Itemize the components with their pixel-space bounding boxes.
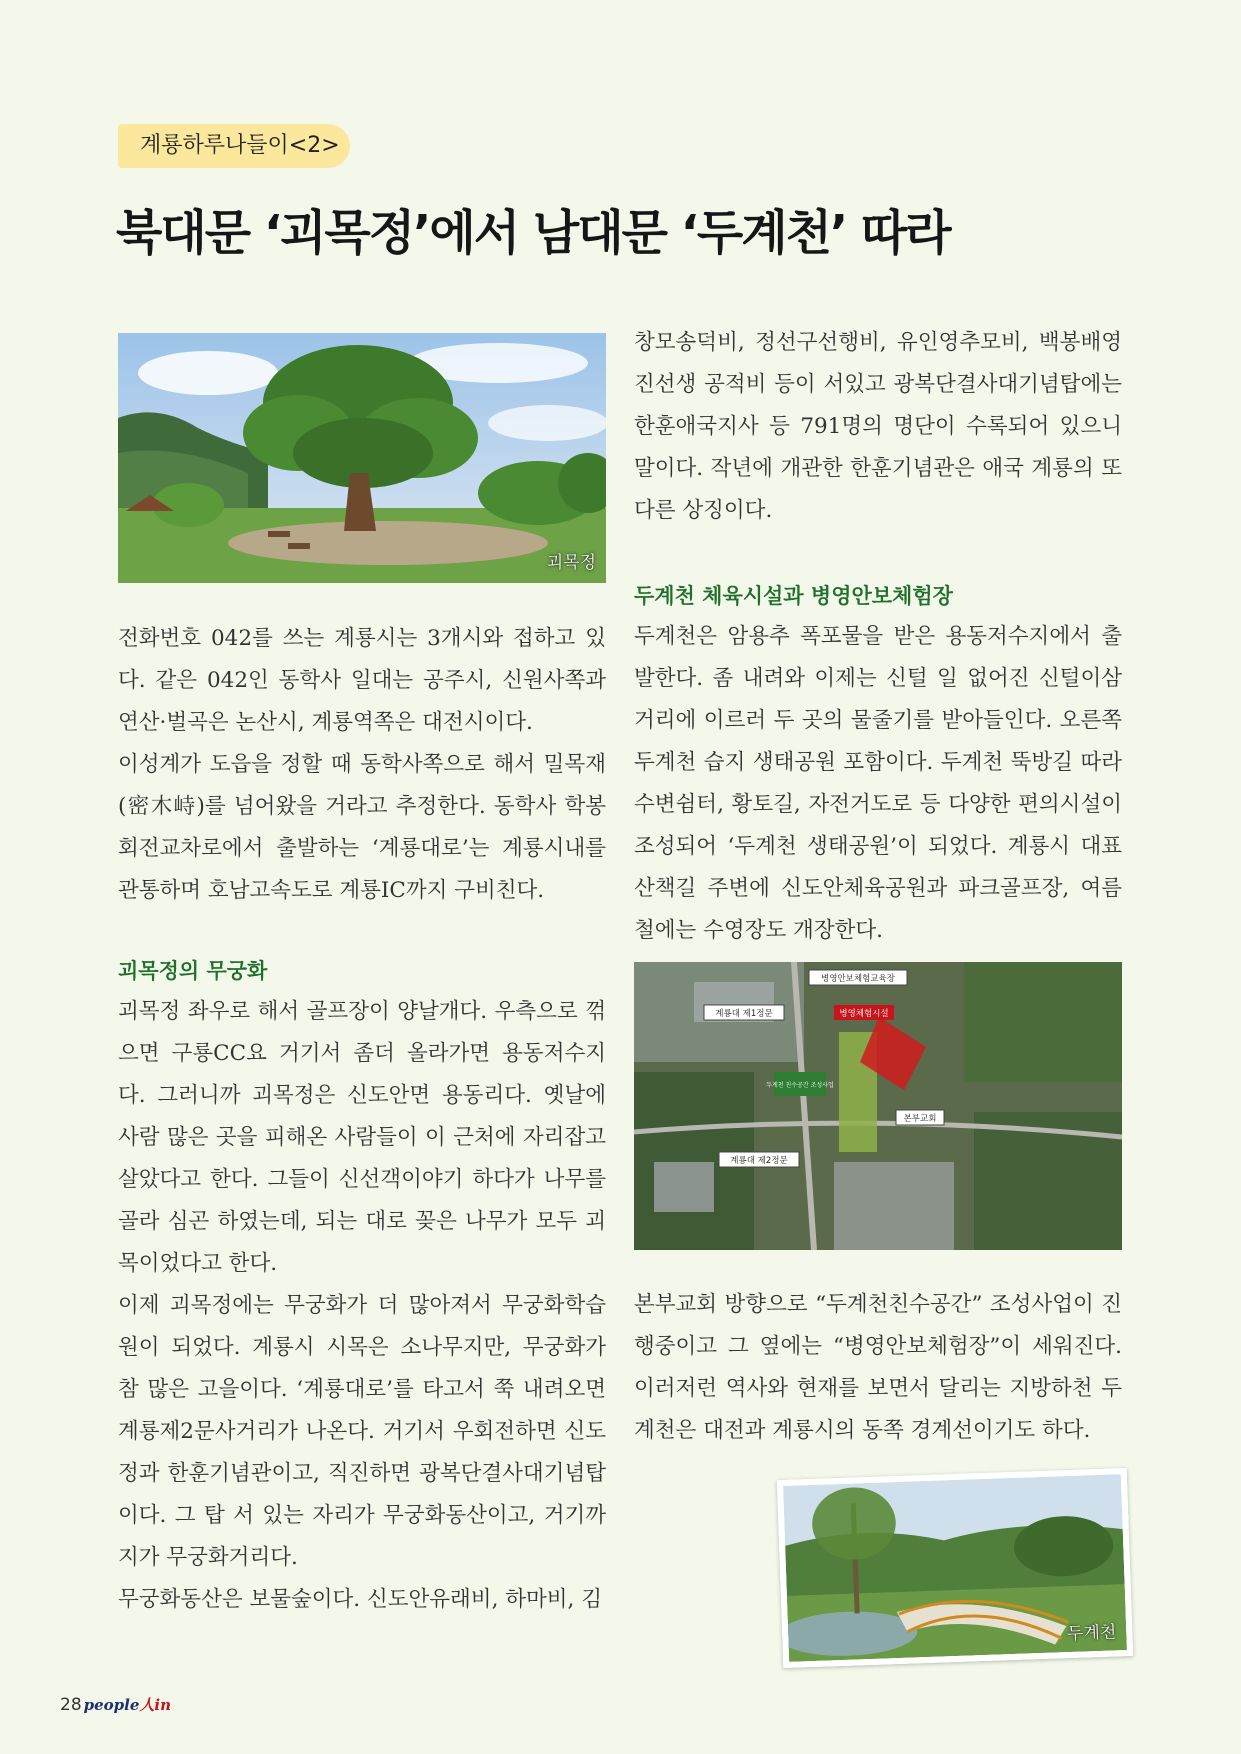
left-column <box>118 618 606 912</box>
goemokjeong-tree-photo <box>118 333 606 583</box>
series-tag: 계룡하루나들이<2> <box>118 124 350 168</box>
right-column <box>634 322 1122 532</box>
page-title: 북대문 ‘괴목정’에서 남대문 ‘두계천’ 따라 <box>116 205 950 261</box>
paragraph: 전화번호 042를 쓰는 계룡시는 3개시와 접하고 있다. 같은 042인 동학사 일대는 공주시, 신원사쪽과 연산·벌곡은 논산시, 계룡역쪽은 대전시이다. <box>118 626 606 735</box>
map-label-education-center: 병영안보체험교육장 <box>821 974 895 984</box>
page-number: 28 <box>60 1695 82 1715</box>
paragraph: 본부교회 방향으로 “두계천친수공간” 조성사업이 진행중이고 그 옆에는 “병영안보체험장”이 세워진다. 이러저런 역사와 현재를 보면서 달리는 지방하천 두계천은 대전과 계룡시의 동쪽 경계선이기도 하다. <box>634 1292 1122 1443</box>
paragraph: 무궁화동산은 보물숲이다. 신도안유래비, 하마비, 김 <box>118 1587 602 1612</box>
page-footer <box>60 1694 171 1715</box>
tree-photo-caption: 괴목정 <box>546 553 596 573</box>
magazine-logo <box>84 1694 171 1715</box>
paragraph: 이제 괴목정에는 무궁화가 더 많아져서 무궁화학습원이 되었다. 계룡시 시목은 소나무지만, 무궁화가 참 많은 고을이다. ‘계룡대로’를 타고서 쭉 내려오면 계룡제2문사거리가 나온다. 거기서 우회전하면 신도정과 한훈기념관이고, 직진하면 광복단결사대기념탑이다. 그 탑 서 있는 자리가 무궁화동산이고, 거기까지가 무궁화거리다. <box>118 1293 606 1570</box>
map-label-church: 본부교회 <box>903 1114 937 1124</box>
tree-illustration <box>118 333 606 583</box>
dugyecheon-stream-photo <box>777 1468 1133 1668</box>
paragraph: 두계천은 암용추 폭포물을 받은 용동저수지에서 출발한다. 좀 내려와 이제는 신털 일 없어진 신털이삼거리에 이르러 두 곳의 물줄기를 받아들인다. 오른쪽 두계천 습지 생태공원 포함이다. 두계천 뚝방길 따라 수변쉼터, 황토길, 자전거도로 등 다양한 편의시설이 조성되어 ‘두계천 생태공원’이 되었다. 계룡시 대표 산책길 주변에 신도안체육공원과 파크골프장, 여름철에는 수영장도 개장한다. <box>634 624 1122 943</box>
paragraph: 이성계가 도읍을 정할 때 동학사쪽으로 해서 밀목재(密木峙)를 넘어왔을 거라고 추정한다. 동학사 학봉회전교차로에서 출발하는 ‘계룡대로’는 계룡시내를 관통하며 호남고속도로 계룡IC까지 구비친다. <box>118 752 606 903</box>
brand-main: people <box>83 1696 140 1714</box>
map-label-facility: 병영체험시설 <box>839 1009 889 1019</box>
right-column-section <box>634 576 1122 952</box>
map-label-park: 두계천 친수공간 조성사업 <box>766 1082 834 1089</box>
paragraph: 괴목정 좌우로 해서 골프장이 양날개다. 우측으로 꺾으면 구룡CC요 거기서 좀더 올라가면 용동저수지다. 그러니까 괴목정은 신도안면 용동리다. 옛날에 사람 많은 곳을 피해온 사람들이 이 근처에 자리잡고 살았다고 한다. 그들이 신선객이야기 하다가 나무를 골라 심곤 하였는데, 되는 대로 꽂은 나무가 모두 괴목이었다고 한다. <box>118 999 606 1276</box>
left-column-section <box>118 951 606 1621</box>
paragraph: 창모송덕비, 정선구선행비, 유인영추모비, 백봉배영진선생 공적비 등이 서있고 광복단결사대기념탑에는 한훈애국지사 등 791명의 명단이 수록되어 있으니 말이다. 작년에 개관한 한훈기념관은 애국 계룡의 또다른 상징이다. <box>634 330 1122 523</box>
section-heading: 두계천 체육시설과 병영안보체험장 <box>634 584 953 608</box>
brand-accent: 人in <box>139 1696 172 1714</box>
stream-photo-caption: 두계천 <box>1066 1622 1117 1645</box>
section-heading: 괴목정의 무궁화 <box>118 959 268 983</box>
map-label-gate2: 계룡대 제2정문 <box>730 1156 788 1166</box>
right-column-closing <box>634 1284 1122 1452</box>
aerial-map-photo <box>634 962 1122 1250</box>
map-label-gate1: 계룡대 제1정문 <box>715 1009 773 1019</box>
aerial-illustration <box>634 962 1122 1250</box>
